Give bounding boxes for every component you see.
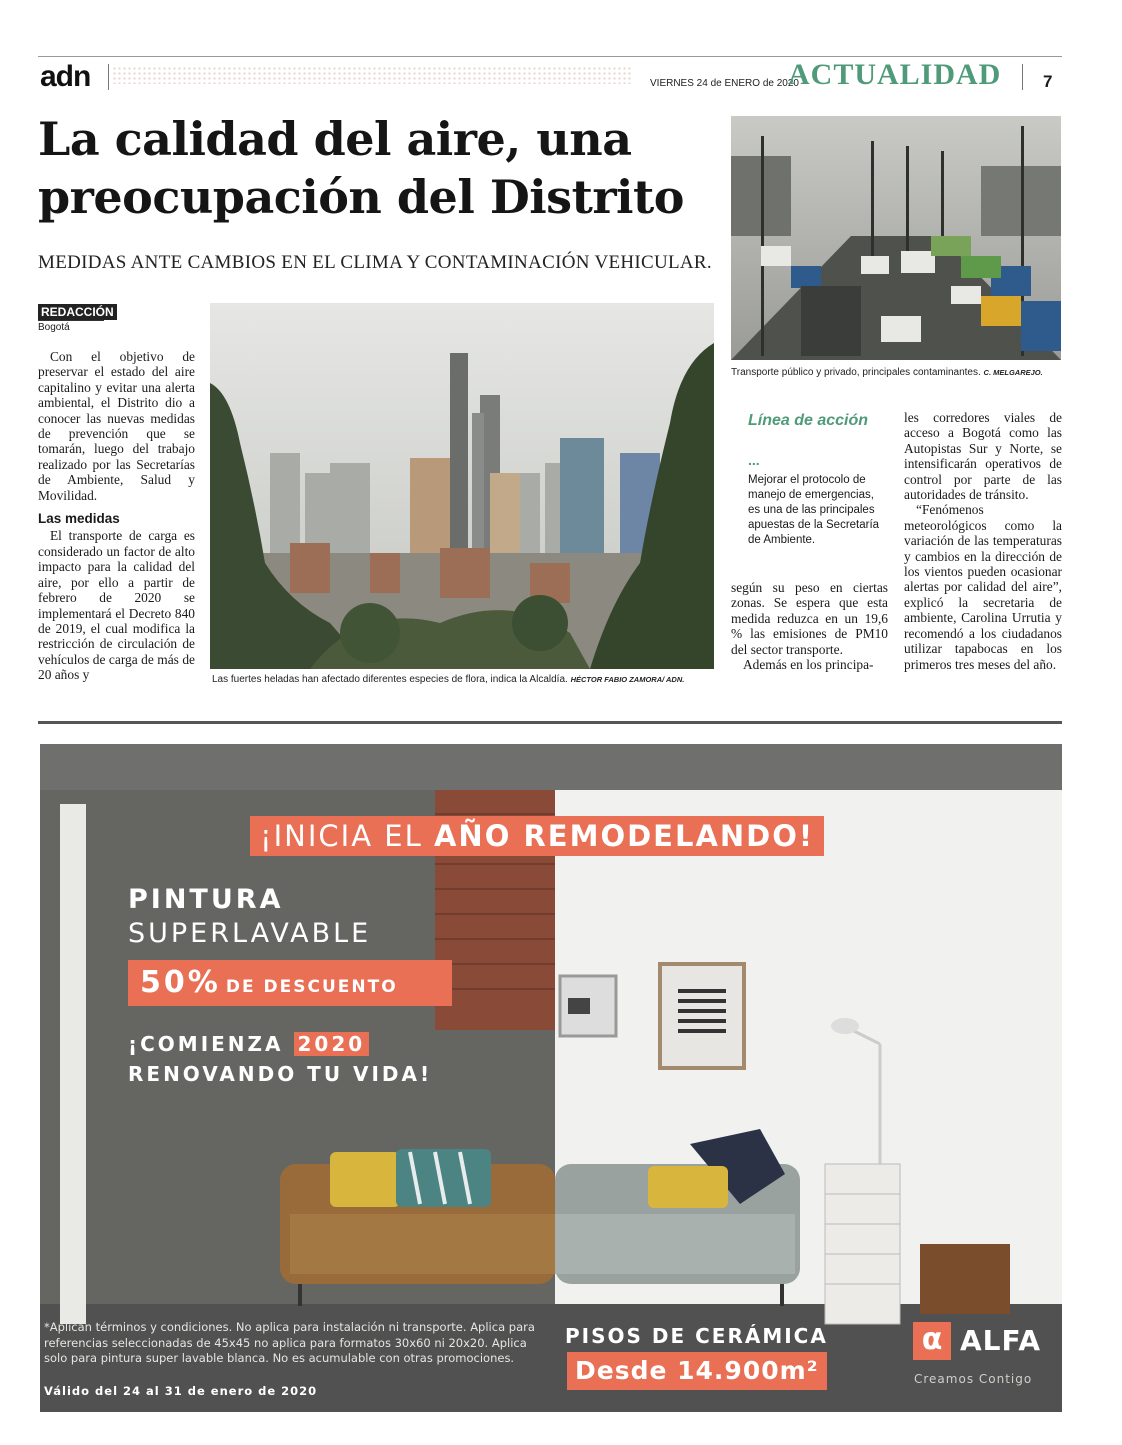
ad-validity: Válido del 24 al 31 de enero de 2020 [44,1384,318,1398]
ad-discount-small: DE DESCUENTO [225,977,398,997]
city-photo [210,303,714,669]
article-column-1 [38,349,195,689]
paragraph: según su peso en ciertas zonas. Se espera que esta medida reduzca en un 19,6 % las emisiones de PM10 del sector transporte. [731,580,888,657]
article-headline: La calidad del aire, una preocupación del Distrito [38,112,684,224]
traffic-photo-credit: C. MELGAREJO. [983,368,1043,377]
traffic-caption-text: Transporte público y privado, principales contaminantes. [731,367,981,378]
traffic-photo [731,116,1061,360]
subheading: Las medidas [38,511,120,527]
ad-banner-bold: AÑO REMODELANDO! [433,819,815,853]
article-column-2 [731,580,888,690]
sidebar-title: Línea de acción [748,412,869,429]
issue-date: VIERNES 24 de ENERO de 2020 [650,78,799,89]
byline: REDACCIÓN [38,304,117,320]
newspaper-logo: adn [40,60,91,93]
ad-disclaimer: *Aplican términos y condiciones. No aplica para instalación ni transporte. Aplica para referencias seleccionadas de 45x45 no aplica para formatos 30x60 ni 20x20. Aplica solo para pintura super lavable blanca. No es acumulable con otras promociones. [44,1320,535,1365]
header-rule [38,56,1062,57]
paragraph: “Fenómenos meteorológicos como la variación de las temperaturas y cambios en la dirección de los vientos pueden ocasionar alertas por calidad del aire”, explicó la secretaria de ambiente, Carolina Urrutia y recomendó a los ciudadanos utilizar tapabocas en los primeros tres meses del año. [904,502,1062,672]
sidebar-text: Mejorar el protocolo de manejo de emergencias, es una de las principales apuestas de la Secretaría de Ambiente. [748,474,880,546]
ad-banner [250,816,824,856]
header-divider-right [1022,64,1023,90]
ad-brand: ALFA [960,1324,1042,1357]
header-divider [108,64,109,90]
paragraph: Con el objetivo de preservar el estado del aire capitalino y evitar una alerta ambiental, el Distrito dio a conocer las nuevas medidas de prevención que se tomarán, luego del trabajo realizado por las Secretarías de Ambiente, Salud y Movilidad. [38,349,195,503]
sidebar-ellipsis: ... [748,452,760,468]
section-title: ACTUALIDAD [788,58,1002,91]
ad-banner-start: ¡INICIA EL [260,819,423,853]
city-photo-caption [212,674,714,685]
header-pattern [112,66,632,84]
ad-slogan-part1: ¡COMIENZA [128,1032,284,1056]
page-number: 7 [1043,72,1053,91]
city-photo-credit: HÉCTOR FABIO ZAMORA/ ADN. [570,675,685,684]
paragraph: Además en los principa- [743,657,874,673]
ad-discount-big: 50% [140,965,221,1000]
article-column-3 [904,410,1062,690]
ad-product-line2: SUPERLAVABLE [128,918,372,949]
paragraph: les corredores viales de acceso a Bogotá como las Autopistas Sur y Norte, se intensificarán operativos de control por parte de las autoridades de tránsito. [904,410,1062,503]
ad-tiles-price: Desde 14.900m² [567,1352,827,1390]
ad-brand-tagline: Creamos Contigo [914,1372,1033,1386]
byline-location: Bogotá [38,320,104,333]
ad-slogan-line2: RENOVANDO TU VIDA! [128,1062,433,1086]
advertisement [40,744,1062,1412]
ad-slogan-line1 [128,1032,369,1056]
city-skyline-illustration [210,303,714,669]
traffic-illustration [731,116,1061,360]
ad-product-line1: PINTURA [128,884,284,915]
ad-discount-box [128,960,452,1006]
ad-slogan-year: 2020 [294,1032,370,1056]
paragraph: El transporte de carga es considerado un factor de alto impacto para la calidad del aire, por ello a partir de febrero de 2020 se implementará el Decreto 840 de 2019, el cual modifica la restricción de circulación de vehículos de carga de más de 20 años y [38,528,195,683]
article-subhead: MEDIDAS ANTE CAMBIOS EN EL CLIMA Y CONTAMINACIÓN VEHICULAR. [38,252,712,273]
traffic-photo-caption [731,367,1063,378]
city-caption-text: Las fuertes heladas han afectado diferentes especies de flora, indica la Alcaldía. [212,674,568,685]
ad-tiles-title: PISOS DE CERÁMICA [565,1324,828,1348]
section-divider [38,721,1062,724]
alfa-logo-icon: α [913,1322,951,1360]
